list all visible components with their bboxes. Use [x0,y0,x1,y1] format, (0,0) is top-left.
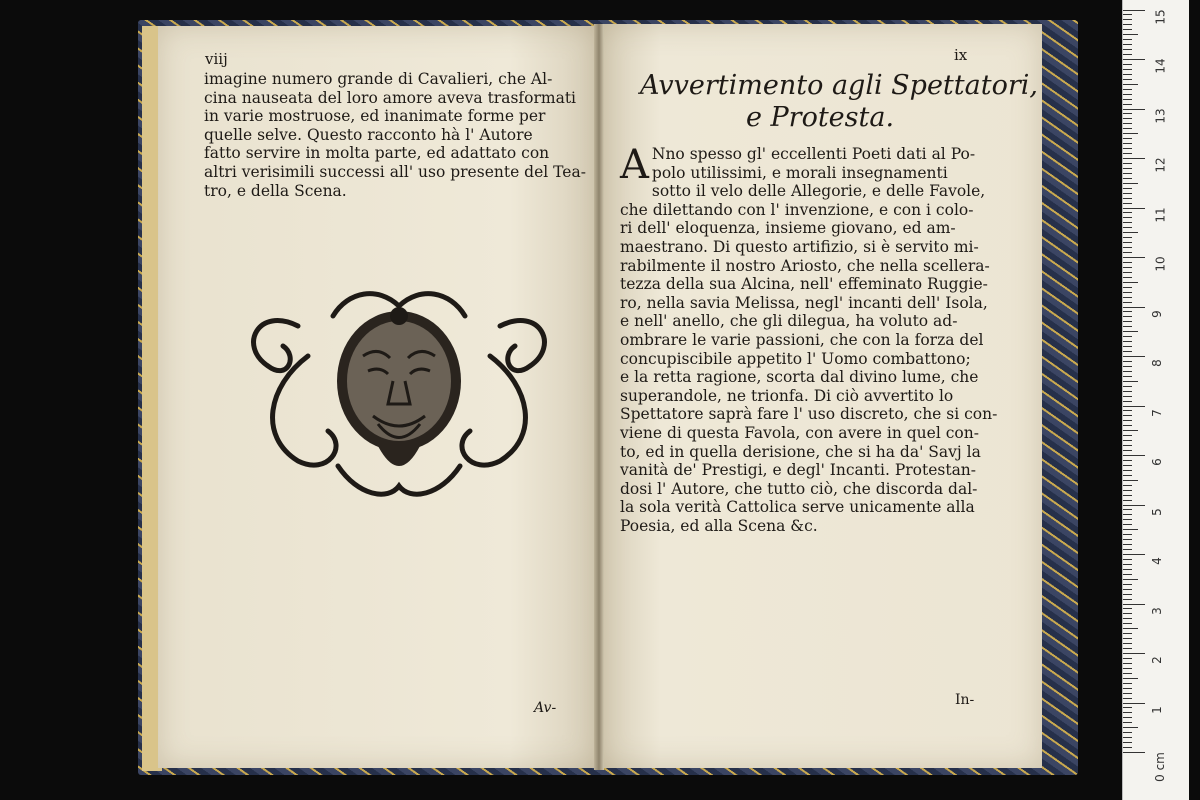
text-line: concupiscibile appetito l' Uomo combattono; [620,349,971,368]
text-line: in varie mostruose, ed inanimate forme per [204,107,546,126]
ruler-number: 8 [1149,359,1164,367]
ruler-tick [1123,138,1132,139]
ruler-tick [1123,89,1132,90]
text-line: polo utilissimi, e morali insegnamenti [651,163,948,182]
text-line: altri verisimili successi all' uso presente del Tea- [204,162,586,181]
ruler-tick [1123,529,1138,530]
ruler-tick [1123,594,1132,595]
ruler-tick [1123,287,1132,288]
ruler-tick [1123,109,1145,110]
ruler-tick [1123,455,1145,456]
ruler-tick [1123,430,1138,431]
right-catchword: In- [955,692,975,708]
ruler-tick [1123,420,1132,421]
ruler-tick [1123,341,1132,342]
ruler-number: 13 [1153,107,1168,124]
ruler-tick [1123,336,1132,337]
ruler-tick [1123,445,1132,446]
ruler-tick [1123,242,1132,243]
ruler-tick [1123,401,1132,402]
ruler-tick [1123,440,1132,441]
ruler-tick [1123,203,1132,204]
ruler-tick [1123,54,1132,55]
ruler-tick [1123,604,1145,605]
text-line: dosi l' Autore, che tutto ciò, che discorda dal- [620,479,978,498]
ruler-tick [1123,663,1132,664]
ruler-tick [1123,391,1132,392]
ruler-tick [1123,133,1138,134]
ruler-tick [1123,173,1132,174]
ruler-tick [1123,539,1132,540]
ruler-tick [1123,331,1138,332]
ruler-unit-label: 0 cm [1152,752,1167,782]
text-line: tro, e della Scena. [204,181,347,200]
ruler-tick [1123,495,1132,496]
ruler-tick [1123,10,1145,11]
ruler-tick [1123,599,1132,600]
ruler-tick [1123,84,1138,85]
measurement-ruler [1122,0,1189,800]
ruler-tick [1123,613,1132,614]
ruler-tick [1123,574,1132,575]
text-line: rabilmente il nostro Ariosto, che nella scellera- [620,256,990,275]
ruler-number: 10 [1153,256,1168,272]
ruler-tick [1123,673,1132,674]
ruler-tick [1123,693,1132,694]
ruler-tick [1123,178,1132,179]
ruler-tick [1123,326,1132,327]
ruler-tick [1123,282,1138,283]
ruler-tick [1123,158,1145,159]
ruler-tick [1123,712,1132,713]
ruler-tick [1123,683,1132,684]
ruler-tick [1123,94,1132,95]
ruler-tick [1123,450,1132,451]
ruler-tick [1123,74,1132,75]
ruler-tick [1123,237,1132,238]
text-line: Poesia, ed alla Scena &c. [620,516,818,535]
text-line: sotto il velo delle Allegorie, e delle Favole, [651,182,986,201]
ruler-tick [1123,584,1132,585]
ruler-tick [1123,272,1132,273]
ruler-tick [1123,500,1132,501]
ruler-tick [1123,747,1132,748]
ruler-number: 4 [1149,557,1164,565]
ruler-tick [1123,514,1132,515]
ruler-tick [1123,544,1132,545]
ruler-tick [1123,658,1132,659]
left-page-text [204,70,584,200]
ruler-tick [1123,297,1132,298]
ruler-tick [1123,118,1132,119]
ruler-number: 12 [1153,157,1168,173]
ruler-tick [1123,569,1132,570]
ruler-tick [1123,277,1132,278]
ruler-tick [1123,410,1132,411]
ruler-tick [1123,534,1132,535]
ruler-tick [1123,356,1145,357]
text-line: ri dell' eloquenza, insieme giovano, ed am- [620,219,956,238]
ruler-tick [1123,722,1132,723]
ruler-tick [1123,361,1132,362]
text-line: quelle selve. Questo racconto hà l' Autore [204,125,533,144]
text-line: che dilettando con l' invenzione, e con i colo- [620,200,974,219]
drop-cap: A [620,142,649,188]
text-line: to, ed in quella derisione, che si ha da' Savj la [620,442,981,461]
ruler-number: 1 [1149,705,1164,714]
ruler-tick [1123,648,1132,649]
ruler-tick [1123,193,1132,194]
ruler-number: 2 [1149,656,1164,664]
ruler-tick [1123,519,1132,520]
ruler-tick [1123,752,1145,753]
text-line: ombrare le varie passioni, che con la forza del [620,330,984,349]
ruler-number: 5 [1149,507,1164,516]
ruler-tick [1123,148,1132,149]
ruler-tick [1123,707,1132,708]
ruler-tick [1123,633,1132,634]
ruler-number: 14 [1153,58,1168,74]
ruler-tick [1123,505,1145,506]
ruler-tick [1123,376,1132,377]
ruler-number: 11 [1153,206,1168,223]
ruler-tick [1123,366,1132,367]
ruler-tick [1123,564,1132,565]
text-line: fatto servire in molta parte, ed adattato con [204,144,550,163]
ruler-tick [1123,311,1132,312]
ruler-number: 6 [1149,458,1164,466]
ruler-tick [1123,406,1145,407]
ruler-tick [1123,29,1132,30]
text-line: tezza della sua Alcina, nell' effeminato Ruggie- [620,275,988,294]
ruler-tick [1123,351,1132,352]
ruler-tick [1123,742,1132,743]
ruler-tick [1123,480,1138,481]
ruler-tick [1123,217,1132,218]
ruler-tick [1123,608,1132,609]
ruler-tick [1123,475,1132,476]
ruler-tick [1123,222,1132,223]
ruler-tick [1123,678,1138,679]
ruler-tick [1123,717,1132,718]
ruler-tick [1123,34,1138,35]
ruler-tick [1123,470,1132,471]
ruler-tick [1123,79,1132,80]
right-page-number: ix [954,46,968,64]
ruler-number: 15 [1153,8,1168,25]
ruler-tick [1123,49,1132,50]
ruler-tick [1123,579,1138,580]
ruler-tick [1123,198,1132,199]
ruler-tick [1123,698,1132,699]
text-line: imagine numero grande di Cavalieri, che Al- [204,70,553,88]
ruler-tick [1123,618,1132,619]
gutter-fold [594,24,604,770]
text-line: la sola verità Cattolica serve unicamente alla [620,498,975,517]
ruler-tick [1123,524,1132,525]
text-line: Spettatore saprà fare l' uso discreto, che si con- [620,405,998,424]
ruler-tick [1123,104,1132,105]
ruler-tick [1123,321,1132,322]
heading-line-2: e Protesta. [745,102,895,133]
ruler-tick [1123,425,1132,426]
ruler-tick [1123,732,1132,733]
ruler-tick [1123,727,1138,728]
ruler-tick [1123,59,1145,60]
ruler-tick [1123,188,1132,189]
ruler-tick [1123,153,1132,154]
ruler-tick [1123,247,1132,248]
ruler-tick [1123,262,1132,263]
text-line: ro, nella savia Melissa, negl' incanti dell' Isola, [620,293,988,312]
ruler-tick [1123,643,1132,644]
ruler-tick [1123,559,1132,560]
ruler-tick [1123,688,1132,689]
ruler-tick [1123,14,1132,15]
ruler-tick [1123,435,1132,436]
ruler-tick [1123,346,1132,347]
ruler-tick [1123,554,1145,555]
ruler-tick [1123,638,1132,639]
ruler-tick [1123,163,1132,164]
ruler-tick [1123,113,1132,114]
ruler-tick [1123,302,1132,303]
right-page-text [620,142,1005,535]
text-line: vanità de' Prestigi, e degl' Incanti. Protestan- [620,461,977,480]
ruler-tick [1123,39,1132,40]
ruler-tick [1123,703,1145,704]
ruler-tick [1123,371,1132,372]
text-line: superandole, ne trionfa. Di ciò avvertito lo [620,386,954,405]
ruler-tick [1123,307,1145,308]
ruler-tick [1123,386,1132,387]
left-catchword: Av- [534,700,557,716]
ruler-tick [1123,589,1132,590]
ruler-tick [1123,737,1132,738]
text-line: maestrano. Di questo artifizio, si è servito mi- [620,237,979,256]
ruler-tick [1123,143,1132,144]
ruler-number: 9 [1149,309,1164,318]
ruler-number: 7 [1149,408,1164,417]
ruler-tick [1123,623,1132,624]
ruler-tick [1123,227,1132,228]
ruler-tick [1123,396,1132,397]
left-page-number: viij [205,50,228,68]
ruler-tick [1123,24,1132,25]
ruler-tick [1123,668,1132,669]
section-heading [640,70,1038,134]
grotesque-mask-ornament-icon [238,286,560,508]
ruler-tick [1123,208,1145,209]
ruler-tick [1123,653,1145,654]
text-line: Nno spesso gl' eccellenti Poeti dati al Po- [651,145,976,163]
ruler-tick [1123,465,1132,466]
text-line: e nell' anello, che gli dilegua, ha voluto ad- [620,312,958,331]
ruler-tick [1123,381,1138,382]
ruler-tick [1123,123,1132,124]
text-line: cina nauseata del loro amore aveva trasformati [204,88,577,107]
ruler-tick [1123,267,1132,268]
ruler-tick [1123,19,1132,20]
ruler-number: 3 [1149,606,1164,615]
ruler-tick [1123,549,1132,550]
ruler-tick [1123,99,1132,100]
heading-line-1: Avvertimento agli Spettatori, [640,70,1038,101]
ruler-tick [1123,69,1132,70]
ruler-tick [1123,168,1132,169]
ruler-tick [1123,183,1138,184]
ruler-tick [1123,212,1132,213]
text-line: viene di questa Favola, con avere in quel con- [620,423,979,442]
ruler-tick [1123,485,1132,486]
ruler-tick [1123,292,1132,293]
ruler-tick [1123,316,1132,317]
ruler-tick [1123,490,1132,491]
ruler-tick [1123,252,1132,253]
ruler-tick [1123,64,1132,65]
ruler-tick [1123,232,1138,233]
ruler-tick [1123,257,1145,258]
ruler-tick [1123,44,1132,45]
ruler-tick [1123,460,1132,461]
ruler-tick [1123,415,1132,416]
ruler-tick [1123,128,1132,129]
ruler-tick [1123,509,1132,510]
ruler-tick [1123,628,1138,629]
text-line: e la retta ragione, scorta dal divino lume, che [620,368,979,387]
